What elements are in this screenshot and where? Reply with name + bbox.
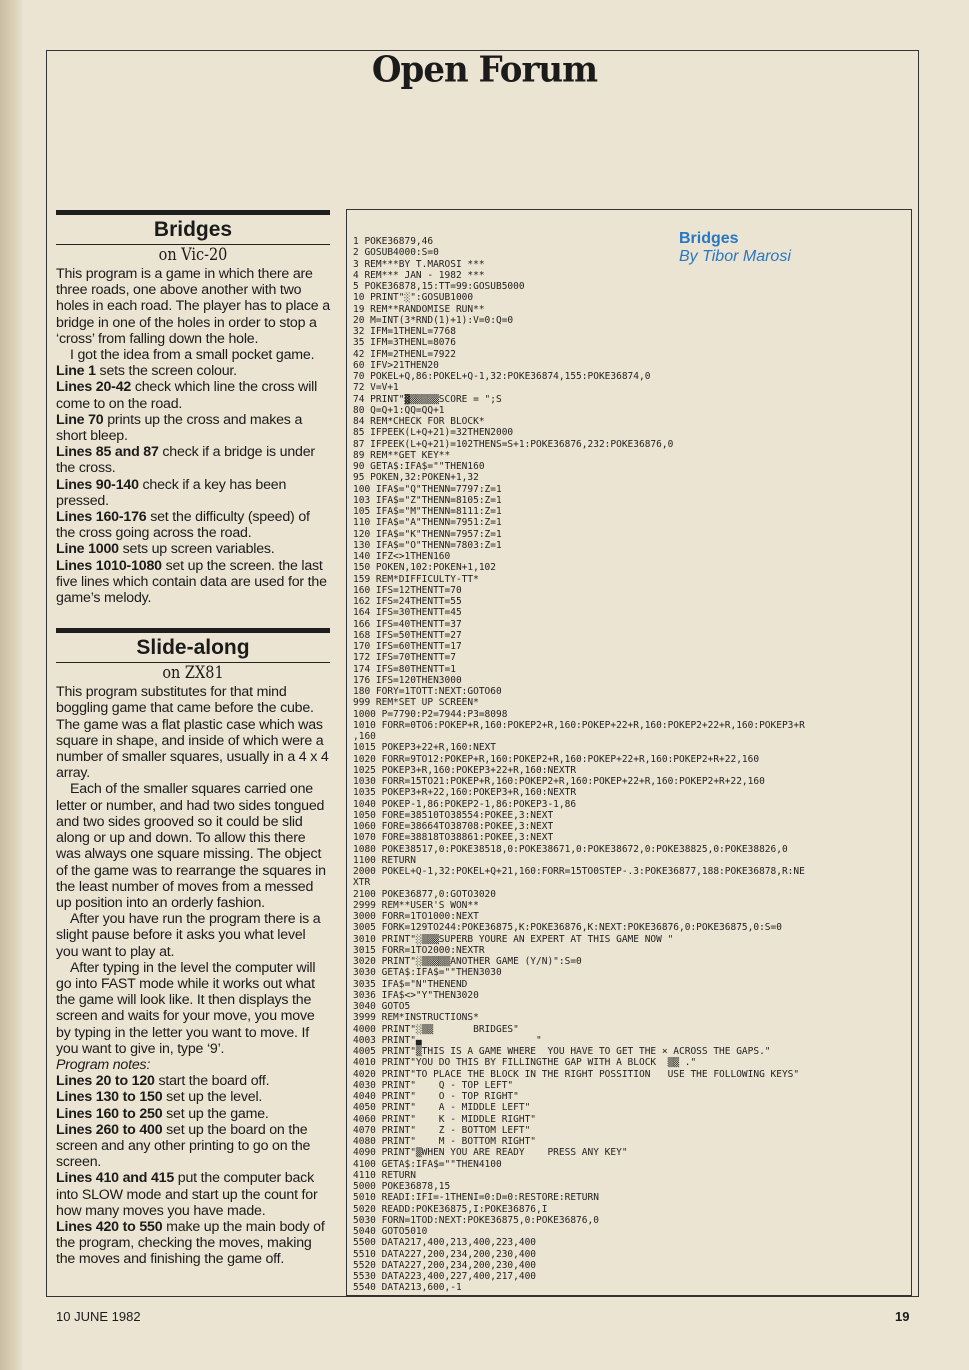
code-line: 3005 FORK=129TO244:POKE36875,K:POKE36876,K:NEXT:POKE36876,0:POKE36875,0:S=0	[353, 922, 782, 934]
code-line: 4100 GETA$:IFA$=""THEN4100	[353, 1158, 502, 1170]
paragraph-lead: Line 1	[56, 363, 96, 380]
code-line: 42 IFM=2THENL=7922	[353, 348, 456, 360]
code-line: 1060 FORE=38664TO38708:POKEE,3:NEXT	[353, 821, 554, 832]
code-line: 60 IFV>21THEN20	[353, 359, 439, 371]
code-line: 999 REM*SET UP SCREEN*	[353, 697, 479, 709]
bridges-subheading: on Vic-20	[158, 245, 228, 265]
code-line: 2000 POKEL+Q-1,32:POKEL+Q+21,160:FORR=15TO0STEP-.3:POKE36877,188:POKE36878,R:NE	[353, 866, 805, 877]
paragraph-text: This program substitutes for that mind boggling game that came before the cube. The game was a flat plastic case which was square in shape, and inside of which were a number of smaller squares, usually in a 4 x 4 array.	[56, 684, 329, 782]
code-line: 3020 PRINT"░▒▒▒▒▒ANOTHER GAME (Y/N)":S=0	[353, 956, 582, 967]
code-line: 150 POKEN,102:POKEN+1,102	[353, 562, 496, 574]
code-line: 4040 PRINT" O - TOP RIGHT"	[353, 1091, 519, 1102]
paragraph	[56, 684, 330, 781]
code-line: 90 GETA$:IFA$=""THEN160	[353, 461, 485, 472]
paragraph	[56, 1073, 330, 1089]
paragraph	[56, 509, 330, 541]
code-line: 1035 POKEP3+R+22,160:POKEP3+R,160:NEXTR	[353, 787, 577, 799]
paragraph-text: put the computer back into SLOW mode and start up the count for how many moves you have made.	[56, 1170, 318, 1219]
code-line: 3999 REM*INSTRUCTIONS*	[353, 1012, 479, 1024]
code-line: 2100 POKE36877,0:GOTO3020	[353, 888, 496, 900]
code-line: 1000 P=7790:P2=7944:P3=8098	[353, 708, 508, 720]
code-line: 2999 REM**USER'S WON**	[353, 899, 479, 911]
slide-along-article	[56, 628, 330, 1267]
paragraph	[56, 781, 330, 911]
code-line: 168 IFS=50THENTT=27	[353, 629, 462, 641]
code-line: 2 GOSUB4000:S=0	[353, 247, 439, 259]
code-line: 1100 RETURN	[353, 854, 416, 866]
paragraph	[56, 444, 330, 476]
bridges-heading: Bridges	[153, 218, 233, 241]
code-line: 1020 FORR=9TO12:POKEP+R,160:POKEP2+R,160:POKEP+22+R,160:POKEP2+R+22,160	[353, 753, 760, 765]
program-listing	[353, 236, 905, 1294]
code-line: 20 M=INT(3*RND(1)+1):V=0:Q=0	[353, 314, 514, 326]
code-line: 180 FORY=1TOTT:NEXT:GOTO60	[353, 686, 502, 697]
code-line: 176 IFS=120THEN3000	[353, 674, 462, 686]
paragraph-lead: Lines 85 and 87	[56, 444, 159, 461]
code-line: 70 POKEL+Q,86:POKEL+Q-1,32:POKE36874,155:POKE36874,0	[353, 371, 651, 382]
code-line: 89 REM**GET KEY**	[353, 449, 451, 461]
paragraph-lead: Lines 20-42	[56, 379, 132, 396]
code-line: 5500 DATA217,400,213,400,223,400	[353, 1237, 537, 1249]
paragraph-text: check which line the cross will come to on the road.	[56, 379, 318, 412]
code-line: 1040 POKEP-1,86:POKEP2-1,86:POKEP3-1,86	[353, 798, 577, 810]
code-line: 85 IFPEEK(L+Q+21)=32THEN2000	[353, 427, 514, 439]
paragraph	[56, 558, 330, 607]
code-line: 95 POKEN,32:POKEN+1,32	[353, 472, 479, 484]
code-line: 3040 GOTO5	[353, 1001, 411, 1012]
code-line: 5010 READI:IFI=-1THENI=0:D=0:RESTORE:RETURN	[353, 1192, 599, 1204]
code-line: 3010 PRINT"░▒▒▒SUPERB YOURE AN EXPERT AT THIS GAME NOW "	[353, 933, 674, 945]
slide-along-body	[56, 684, 330, 1267]
paragraph	[56, 541, 330, 557]
left-column	[56, 210, 330, 1268]
paragraph	[56, 477, 330, 509]
paragraph-lead: Lines 130 to 150	[56, 1089, 163, 1106]
paragraph-lead: Line 70	[56, 411, 104, 428]
listing-author: By Tibor Marosi	[679, 248, 791, 265]
paragraph-lead: Lines 90-140	[56, 476, 139, 493]
paragraph	[56, 960, 330, 1057]
code-line: 1070 FORE=38818TO38861:POKEE,3:NEXT	[353, 832, 554, 844]
paragraph	[56, 1170, 330, 1219]
page-number: 19	[895, 1309, 910, 1324]
code-line: 4030 PRINT" Q - TOP LEFT"	[353, 1079, 514, 1091]
code-line: 1030 FORR=15TO21:POKEP+R,160:POKEP2+R,160:POKEP+22+R,160:POKEP2+R+22,160	[353, 776, 765, 787]
bridges-body	[56, 266, 330, 606]
code-line: 5 POKE36878,15:TT=99:GOSUB5000	[353, 281, 525, 292]
paragraph-lead: Lines 160 to 250	[56, 1105, 163, 1122]
code-line: 140 IFZ<>1THEN160	[353, 551, 451, 562]
paragraph-text: Each of the smaller squares carried one letter or number, and had two sides tongued and two sides grooved so it could be slid along or up and down. To allow this there was always one square missing. The object of the game was to rearrange the squares in the least number of moves from a messed up position into an orderly fashion.	[56, 781, 326, 911]
code-line: 3036 IFA$<>"Y"THEN3020	[353, 989, 479, 1001]
code-line: 4090 PRINT"▒WHEN YOU ARE READY PRESS ANY KEY"	[353, 1147, 628, 1159]
code-line: 100 IFA$="Q"THENN=7797:Z=1	[353, 483, 502, 495]
code-line: 87 IFPEEK(L+Q+21)=102THENS=S+1:POKE36876,232:POKE36876,0	[353, 438, 674, 450]
paragraph-text: prints up the cross and makes a short bleep.	[56, 411, 303, 445]
paragraph-text: set up the screen. the last five lines which contain data are used for the game’s melody.	[56, 557, 327, 607]
paragraph-lead: Lines 160-176	[56, 509, 147, 526]
code-line: 5040 GOTO5010	[353, 1226, 428, 1237]
paragraph-text: I got the idea from a small pocket game.	[70, 347, 315, 364]
code-line: 3000 FORR=1TO1000:NEXT	[353, 911, 479, 922]
paragraph-text: start the board off.	[154, 1073, 270, 1090]
code-line: 160 IFS=12THENTT=70	[353, 584, 462, 596]
code-line: 3015 FORR=1TO2000:NEXTR	[353, 944, 485, 956]
paragraph-text: check if a bridge is under the cross.	[56, 444, 315, 477]
section-bar	[56, 210, 330, 215]
code-line: 3 REM***BY T.MAROSI ***	[353, 258, 485, 270]
paragraph-lead: Lines 20 to 120	[56, 1073, 155, 1090]
paragraph-text: After typing in the level the computer will go into FAST mode while it works out what the game will look like. It then displays the screen and waits for your move, you move by typing in the letter you want to move. If you want to give in, type ‘9’.	[56, 959, 316, 1057]
code-line: 120 IFA$="K"THENN=7957:Z=1	[353, 528, 502, 540]
paragraph	[56, 1089, 330, 1105]
code-line: 1050 FORE=38510TO38554:POKEE,3:NEXT	[353, 809, 554, 821]
slide-along-heading: Slide-along	[136, 636, 250, 660]
code-line: 4000 PRINT"░▒▒ BRIDGES"	[353, 1023, 519, 1035]
slide-along-subheading: on ZX81	[162, 663, 224, 684]
code-line: 74 PRINT"▓▒▒▒▒▒SCORE = ";S	[353, 393, 502, 405]
paragraph-text: make up the main body of the program, checking the moves, making the moves and finishing the game off.	[56, 1218, 325, 1268]
code-line: 5540 DATA213,600,-1	[353, 1282, 462, 1294]
paragraph-lead: Lines 420 to 550	[56, 1218, 163, 1235]
paragraph-text: sets up screen variables.	[118, 541, 275, 558]
code-line: 4070 PRINT" Z - BOTTOM LEFT"	[353, 1124, 531, 1136]
paragraph-lead: Lines 410 and 415	[56, 1170, 175, 1187]
paragraph-lead: Lines 1010-1080	[56, 557, 162, 574]
code-line: XTR	[353, 877, 371, 889]
paragraph-text: set up the board on the screen and any other printing to go on the screen.	[56, 1121, 311, 1171]
code-line: 170 IFS=60THENTT=17	[353, 641, 462, 652]
paragraph	[56, 266, 330, 347]
paragraph	[56, 911, 330, 960]
paragraph	[56, 1122, 330, 1171]
code-line: 35 IFM=3THENL=8076	[353, 337, 456, 349]
code-line: 32 IFM=1THENL=7768	[353, 326, 456, 337]
code-line: 159 REM*DIFFICULTY-TT*	[353, 573, 479, 585]
code-line: 1 POKE36879,46	[353, 236, 434, 247]
code-line: 19 REM**RANDOMISE RUN**	[353, 303, 485, 315]
code-line: 4050 PRINT" A - MIDDLE LEFT"	[353, 1102, 531, 1114]
code-line: 174 IFS=80THENTT=1	[353, 663, 456, 675]
code-line: 1010 FORR=0TO6:POKEP+R,160:POKEP2+R,160:POKEP+22+R,160:POKEP2+22+R,160:POKEP3+R	[353, 719, 805, 731]
code-line: 110 IFA$="A"THENN=7951:Z=1	[353, 517, 502, 529]
code-line: 1080 POKE38517,0:POKE38518,0:POKE38671,0:POKE38672,0:POKE38825,0:POKE38826,0	[353, 843, 788, 855]
paragraph-text: set up the level.	[162, 1089, 263, 1106]
code-line: 166 IFS=40THENTT=37	[353, 618, 462, 630]
code-line: 1015 POKEP3+22+R,160:NEXT	[353, 742, 496, 754]
code-line: 84 REM*CHECK FOR BLOCK*	[353, 416, 485, 427]
code-line: 5030 FORN=1TOD:NEXT:POKE36875,0:POKE36876,0	[353, 1214, 599, 1226]
code-line: 5000 POKE36878,15	[353, 1181, 451, 1192]
paragraph	[56, 379, 330, 411]
paragraph	[56, 1219, 330, 1268]
code-line: 80 Q=Q+1:QQ=QQ+1	[353, 404, 445, 416]
paragraph-lead: Line 1000	[56, 541, 119, 558]
paragraph-text: This program is a game in which there are three roads, one above another with two holes in each road. The player has to place a bridge in one of the holes in order to stop a ‘cross’ from falling down the hole.	[56, 266, 330, 347]
code-line: 5530 DATA223,400,227,400,217,400	[353, 1271, 537, 1282]
code-line: 1025 POKEP3+R,160:POKEP3+22+R,160:NEXTR	[353, 764, 577, 776]
code-line: 4110 RETURN	[353, 1169, 416, 1181]
paragraph-text: check if a key has been pressed.	[56, 476, 287, 509]
code-line: 172 IFS=70THENTT=7	[353, 652, 456, 664]
paragraph	[56, 363, 330, 379]
code-line: 5020 READD:POKE36875,I:POKE36876,I	[353, 1203, 548, 1215]
code-line: ,160	[353, 731, 376, 742]
paragraph-lead: Lines 260 to 400	[56, 1121, 163, 1138]
code-line: 105 IFA$="M"THENN=8111:Z=1	[353, 506, 502, 517]
footer-date: 10 JUNE 1982	[56, 1309, 141, 1324]
paragraph-text: set up the game.	[162, 1105, 269, 1122]
code-line: 4003 PRINT"▄ "	[353, 1034, 542, 1046]
code-line: 5520 DATA227,200,234,200,230,400	[353, 1259, 537, 1271]
code-line: 3035 IFA$="N"THENEND	[353, 978, 468, 990]
code-line: 4020 PRINT"TO PLACE THE BLOCK IN THE RIGHT POSSITION USE THE FOLLOWING KEYS"	[353, 1068, 800, 1080]
bridges-article	[56, 210, 330, 606]
code-line: 4010 PRINT"YOU DO THIS BY FILLINGTHE GAP WITH A BLOCK ▒▒ ."	[353, 1057, 697, 1069]
code-line: 4060 PRINT" K - MIDDLE RIGHT"	[353, 1113, 537, 1125]
listing-title: Bridges	[679, 230, 739, 247]
paragraph-text: sets the screen colour.	[95, 363, 237, 380]
code-line: 4 REM*** JAN - 1982 ***	[353, 269, 485, 281]
paragraph	[56, 347, 330, 363]
code-line: 4005 PRINT"▒THIS IS A GAME WHERE YOU HAVE TO GET THE × ACROSS THE GAPS."	[353, 1046, 771, 1057]
paragraph-text: set the difficulty (speed) of the cross going across the road.	[56, 509, 310, 542]
code-line: 72 V=V+1	[353, 382, 399, 394]
paragraph	[56, 1057, 330, 1073]
paragraph	[56, 1106, 330, 1122]
section-bar	[56, 628, 330, 633]
code-line: 4080 PRINT" M - BOTTOM RIGHT"	[353, 1136, 537, 1147]
code-line: 5510 DATA227,200,234,200,230,400	[353, 1248, 537, 1260]
code-line: 162 IFS=24THENTT=55	[353, 596, 462, 607]
paragraph-text: Program notes:	[56, 1056, 151, 1073]
code-line: 3030 GETA$:IFA$=""THEN3030	[353, 967, 502, 979]
code-line: 103 IFA$="Z"THENN=8105:Z=1	[353, 494, 502, 506]
paragraph	[56, 412, 330, 444]
code-line: 10 PRINT"░":GOSUB1000	[353, 292, 474, 304]
page-title: Open Forum	[371, 49, 598, 91]
code-line: 164 IFS=30THENTT=45	[353, 607, 462, 619]
paragraph-text: After you have run the program there is a slight pause before it asks you what level you want to play at.	[56, 911, 321, 960]
page-gutter-shadow	[0, 0, 22, 1370]
code-line: 130 IFA$="O"THENN=7803:Z=1	[353, 539, 502, 551]
